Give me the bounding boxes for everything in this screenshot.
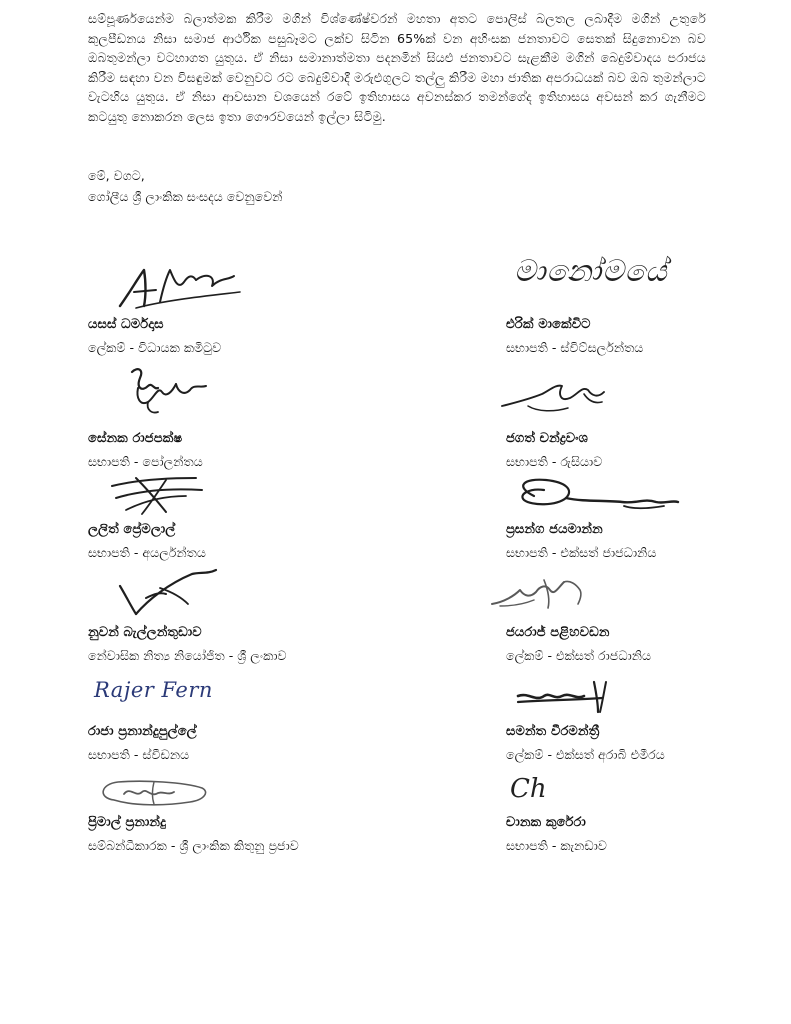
signatory-name: ජගත් චන්ද්‍රවංශ — [506, 431, 588, 446]
signatory-name: ප්‍රිමාල් ප්‍රනාන්දු — [88, 815, 166, 830]
signature-image: මානෝමයේ — [514, 254, 668, 289]
signatory-role: ලේකම් - එක්සත් රාජධානිය — [506, 648, 652, 663]
signatory-name: ලලිත් ප්‍රේමලාල් — [88, 522, 176, 537]
signatory-name: ජයරාජ් පළිහවඩන — [506, 625, 610, 640]
signatory-role: සභාපති - එක්සත් ජාජධානිය — [506, 545, 657, 560]
signatory-name: නුවන් බැල්ලන්තුඩාව — [88, 625, 202, 640]
signatory-name: ප්‍රසන්ග ජයමාන්න — [506, 522, 603, 537]
signature-image — [112, 568, 222, 618]
signatory-role: සභාපති - රුසියාව — [506, 454, 603, 469]
signature-image — [116, 262, 246, 314]
signatory-name: යසස් ධර්මදාස — [88, 317, 164, 332]
signatory-role: සභාපති - අයර්ලන්තය — [88, 545, 206, 560]
signatory-role: සභාපති - ස්වීඩනය — [88, 747, 190, 762]
signature-image: Rajer Fern — [94, 678, 213, 702]
signature-image — [498, 376, 618, 422]
signatory-name: සේනක රාජපක්ෂ — [88, 431, 183, 446]
signatory-name: රාජා ප්‍රනාන්දුපුල්ලේ — [88, 724, 197, 739]
signatory-name: සමන්ත වීරමන්ත්‍රී — [506, 724, 600, 739]
signature-image — [106, 472, 216, 516]
signatory-name: චානක කුරේරා — [506, 815, 586, 830]
signatory-role: සභාපති - කැනඩාව — [506, 838, 607, 853]
signatory-role: නේවාසික නිත්‍ය නියෝජිත - ශ්‍රී ලංකාව — [88, 648, 287, 663]
signatory-role: ලේකම් - විධායක කමිටුව — [88, 340, 222, 355]
body-paragraph: සම්පූර්ණයෙන්ම බලාත්මක කිරීම මගින් විශ්ණේෂ්වරන් මහතා අතට පොලිස් බලතල ලබාදීම මගින් උතුරේ කුලපීඩනය නිසා සමාජ ආර්ථික පසුබෑමට ලක්ව සිටින 65%ක් වන අහිංසක ජනතාවට සෙතක් සිදුනොවන බව ඔබතුමන්ලා වටහාගත යුතුය. ඒ නිසා සමානාත්මතා පදනමින් සියළු ජනතාවට සැළකීම මගින් බෙදුම්වාදය පරාජය කිරීම සඳහා වන විසඳුමක් වෙනුවට රට බෙදුම්වාදී මරුළුගුලට තල්ලු කිරීම මහා ජාතික අපරාධයක් බව ඔබ තුමන්ලාට වැටහිය යුතුය. ඒ නිසා ආවසාන වශයෙන් රටේ ඉතිහාසය අවනස්කර තමන්ගේද ඉතිහාසය අවසන් කර ගැනීමට කටයුතු නොකරන ලෙස ඉතා ගෞරවයෙන් ඉල්ලා සිටිමු. — [88, 11, 706, 124]
signature-image — [514, 678, 614, 716]
signature-image: Ch — [510, 774, 547, 804]
signatory-role: සභාපති - පෝලන්තය — [88, 454, 203, 469]
signatory-name: එරික් මාකේවිට — [506, 317, 591, 332]
signature-image — [94, 774, 214, 814]
signatory-role: ලේකම් - එක්සත් අරාබි එමීරය — [506, 747, 665, 762]
signature-image — [504, 476, 684, 516]
closing-salutation: මේ, වගට, — [88, 168, 145, 183]
signature-image — [488, 576, 588, 616]
signature-image — [118, 362, 218, 420]
signatory-role: සභාපති - ස්විට්සර්ලන්තය — [506, 340, 644, 355]
signatory-role: සම්බන්ධීකාරක - ශ්‍රී ලාංකික කිතුනු ප්‍රජාව — [88, 838, 299, 853]
closing-on-behalf: ගෝලීය ශ්‍රී ලාංකික සංසදය වෙනුවෙන් — [88, 189, 283, 204]
